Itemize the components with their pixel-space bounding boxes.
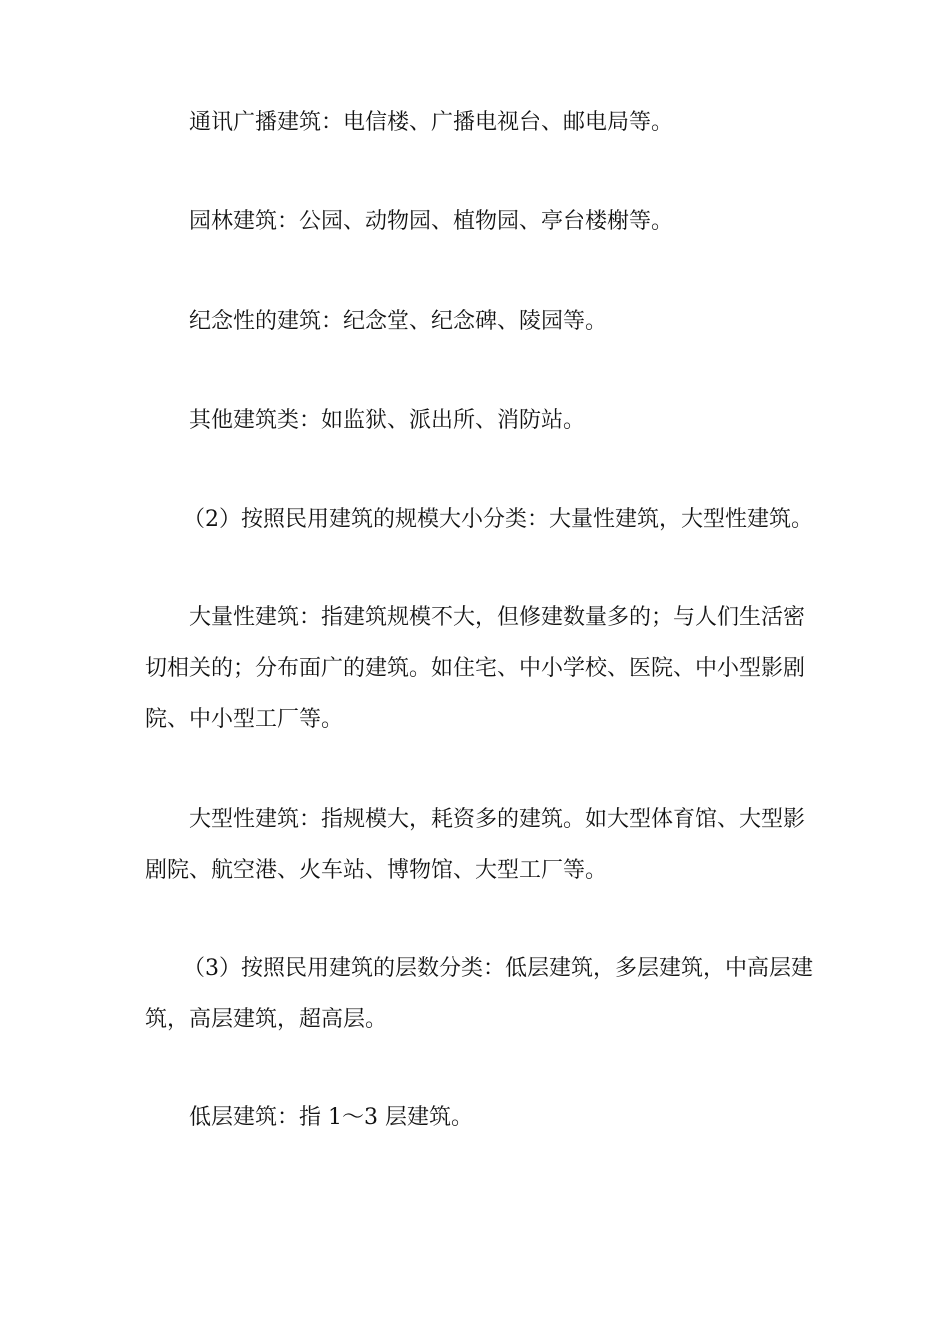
paragraph-memorial-buildings: 纪念性的建筑：纪念堂、纪念碑、陵园等。 (189, 309, 608, 334)
paragraph-other-buildings: 其他建筑类：如监狱、派出所、消防站。 (189, 408, 586, 433)
paragraph-communication-buildings: 通讯广播建筑：电信楼、广播电视台、邮电局等。 (189, 110, 674, 135)
paragraph-large-buildings: 大型性建筑：指规模大，耗资多的建筑。如大型体育馆、大型影剧院、航空港、火车站、博物馆、大型工厂等。 (145, 807, 806, 883)
paragraph-scale-classification: （2）按照民用建筑的规模大小分类：大量性建筑，大型性建筑。 (183, 507, 813, 532)
paragraph-storey-classification: （3）按照民用建筑的层数分类：低层建筑，多层建筑，中高层建筑，高层建筑，超高层。 (145, 956, 813, 1032)
paragraph-garden-buildings: 园林建筑：公园、动物园、植物园、亭台楼榭等。 (189, 209, 674, 234)
paragraph-mass-buildings: 大量性建筑：指建筑规模不大，但修建数量多的；与人们生活密切相关的；分布面广的建筑。如住宅、中小学校、医院、中小型影剧院、中小型工厂等。 (145, 605, 806, 732)
paragraph-low-rise-buildings: 低层建筑：指 1～3 层建筑。 (189, 1105, 473, 1130)
